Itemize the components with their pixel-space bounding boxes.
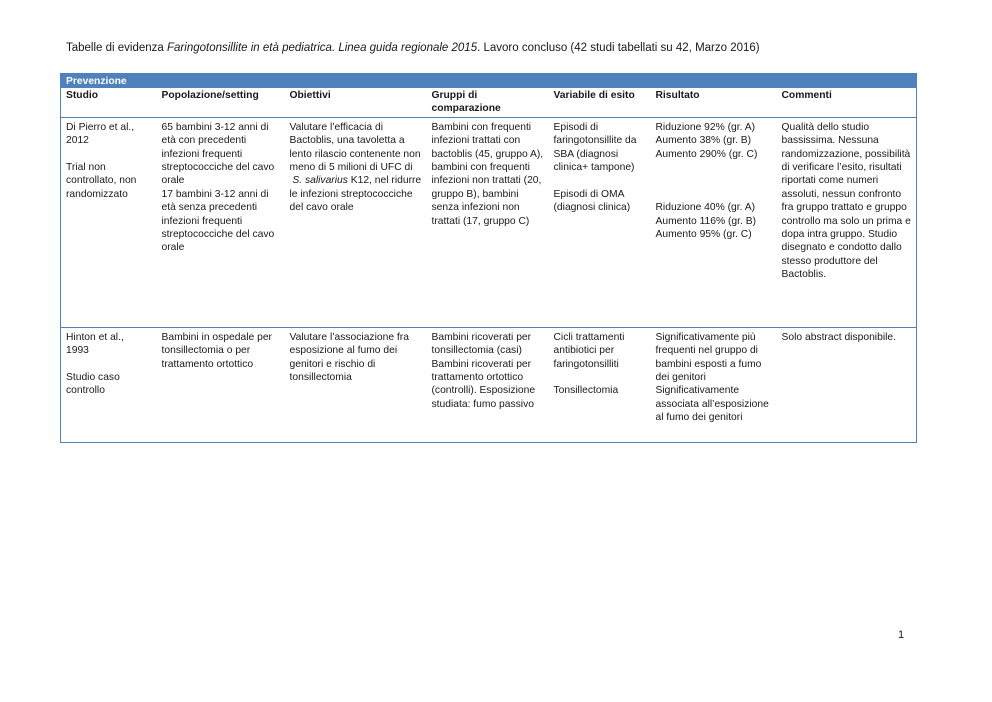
result-text: Aumento 290% (gr. C) [655, 148, 758, 160]
population-cell: Bambini in ospedale per tonsillectomia o per trattamento ortottico [161, 331, 272, 370]
title-guideline-name: Faringotonsillite in età pediatrica. Linea guida regionale 2015 [167, 42, 478, 54]
result-text: Riduzione 92% (gr. A) [655, 121, 756, 133]
study-design: controllo [66, 385, 105, 397]
header-comments: Commenti [777, 88, 917, 117]
study-author: Di Pierro et al., [66, 121, 135, 133]
outcome-text: Tonsillectomia [553, 385, 619, 397]
groups-cell: Bambini con frequenti infezioni trattati con bactoblis (45, gruppo A), bambini con frequenti infezioni non trattati (20, gruppo B), bambini senza infezioni non trattati (17, gruppo C) [427, 117, 549, 327]
study-cell [61, 117, 157, 327]
species-name: S. salivarius [292, 175, 348, 187]
study-year: 1993 [66, 345, 89, 357]
objectives-cell: Valutare l’associazione fra esposizione al fumo dei genitori e rischio di tonsillectomia [289, 331, 409, 384]
title-prefix: Tabelle di evidenza [66, 42, 168, 54]
outcome-text: Episodi di OMA (diagnosi clinica) [553, 188, 631, 214]
study-author: Hinton et al., [66, 331, 124, 343]
objectives-text: Valutare l’efficacia di Bactoblis, una tavoletta a lento rilascio contenente non meno di 5 milioni di UFC di [289, 121, 421, 174]
page-number: 1 [898, 629, 905, 641]
population-text: 65 bambini 3-12 anni di età con precedenti infezioni frequenti streptococciche del cavo orale [161, 121, 275, 187]
comments-cell: Qualità dello studio bassissima. Nessuna randomizzazione, possibilità di verificare l’esito, risultati riportati come numeri assoluti, nessun confronto fra gruppo trattato e gruppo controllo ma solo un prima e dopa intra gruppo. Studio disegnato e condotto dallo stesso produttore del Bactoblis. [777, 117, 917, 327]
result-cell [651, 117, 777, 327]
header-row [61, 88, 917, 117]
groups-cell: Bambini ricoverati per tonsillectomia (casi) Bambini ricoverati per trattamento ortottico (controlli). Esposizione studiata: fumo passivo [431, 331, 536, 410]
study-design: controllato, non [66, 175, 137, 187]
header-objectives: Obiettivi [285, 88, 427, 117]
result-cell: Significativamente più frequenti nel gruppo di bambini esposti a fumo dei genitori Significativamente associata all’esposizione al fumo dei genitori [655, 331, 769, 424]
objectives-cell [285, 117, 427, 327]
comments-cell: Solo abstract disponibile. [781, 331, 896, 343]
outcome-cell [549, 327, 651, 442]
table-row [61, 117, 917, 327]
objectives-text: K12, nel ridurre le infezioni streptococciche del cavo orale [289, 175, 422, 214]
section-title: Prevenzione [61, 74, 917, 89]
header-study: Studio [61, 88, 157, 117]
section-band [61, 74, 917, 89]
evidence-table [60, 73, 917, 443]
title-suffix: . Lavoro concluso (42 studi tabellati su 42, Marzo 2016) [477, 42, 760, 54]
outcome-text: Episodi di faringotonsillite da SBA (diagnosi clinica+ tampone) [553, 121, 637, 174]
header-groups-line2: comparazione [431, 103, 501, 115]
result-text: Aumento 95% (gr. C) [655, 229, 752, 241]
study-cell [61, 327, 157, 442]
population-cell [157, 117, 285, 327]
study-design: Trial non [66, 162, 106, 174]
header-result: Risultato [651, 88, 777, 117]
outcome-text: Cicli trattamenti antibiotici per faringotonsilliti [553, 331, 625, 370]
result-text: Aumento 38% (gr. B) [655, 135, 752, 147]
header-population: Popolazione/setting [157, 88, 285, 117]
result-text: Aumento 116% (gr. B) [655, 215, 757, 227]
page-title [66, 41, 946, 55]
header-outcome: Variabile di esito [549, 88, 651, 117]
study-year: 2012 [66, 135, 89, 147]
population-text: 17 bambini 3-12 anni di età senza precedenti infezioni frequenti streptococciche del cavo orale [161, 188, 275, 254]
table-row [61, 327, 917, 442]
study-design: randomizzato [66, 188, 128, 200]
outcome-cell [549, 117, 651, 327]
study-design: Studio caso [66, 372, 120, 384]
header-groups-line1: Gruppi di [431, 90, 478, 101]
header-groups [427, 88, 549, 117]
result-text: Riduzione 40% (gr. A) [655, 202, 756, 214]
